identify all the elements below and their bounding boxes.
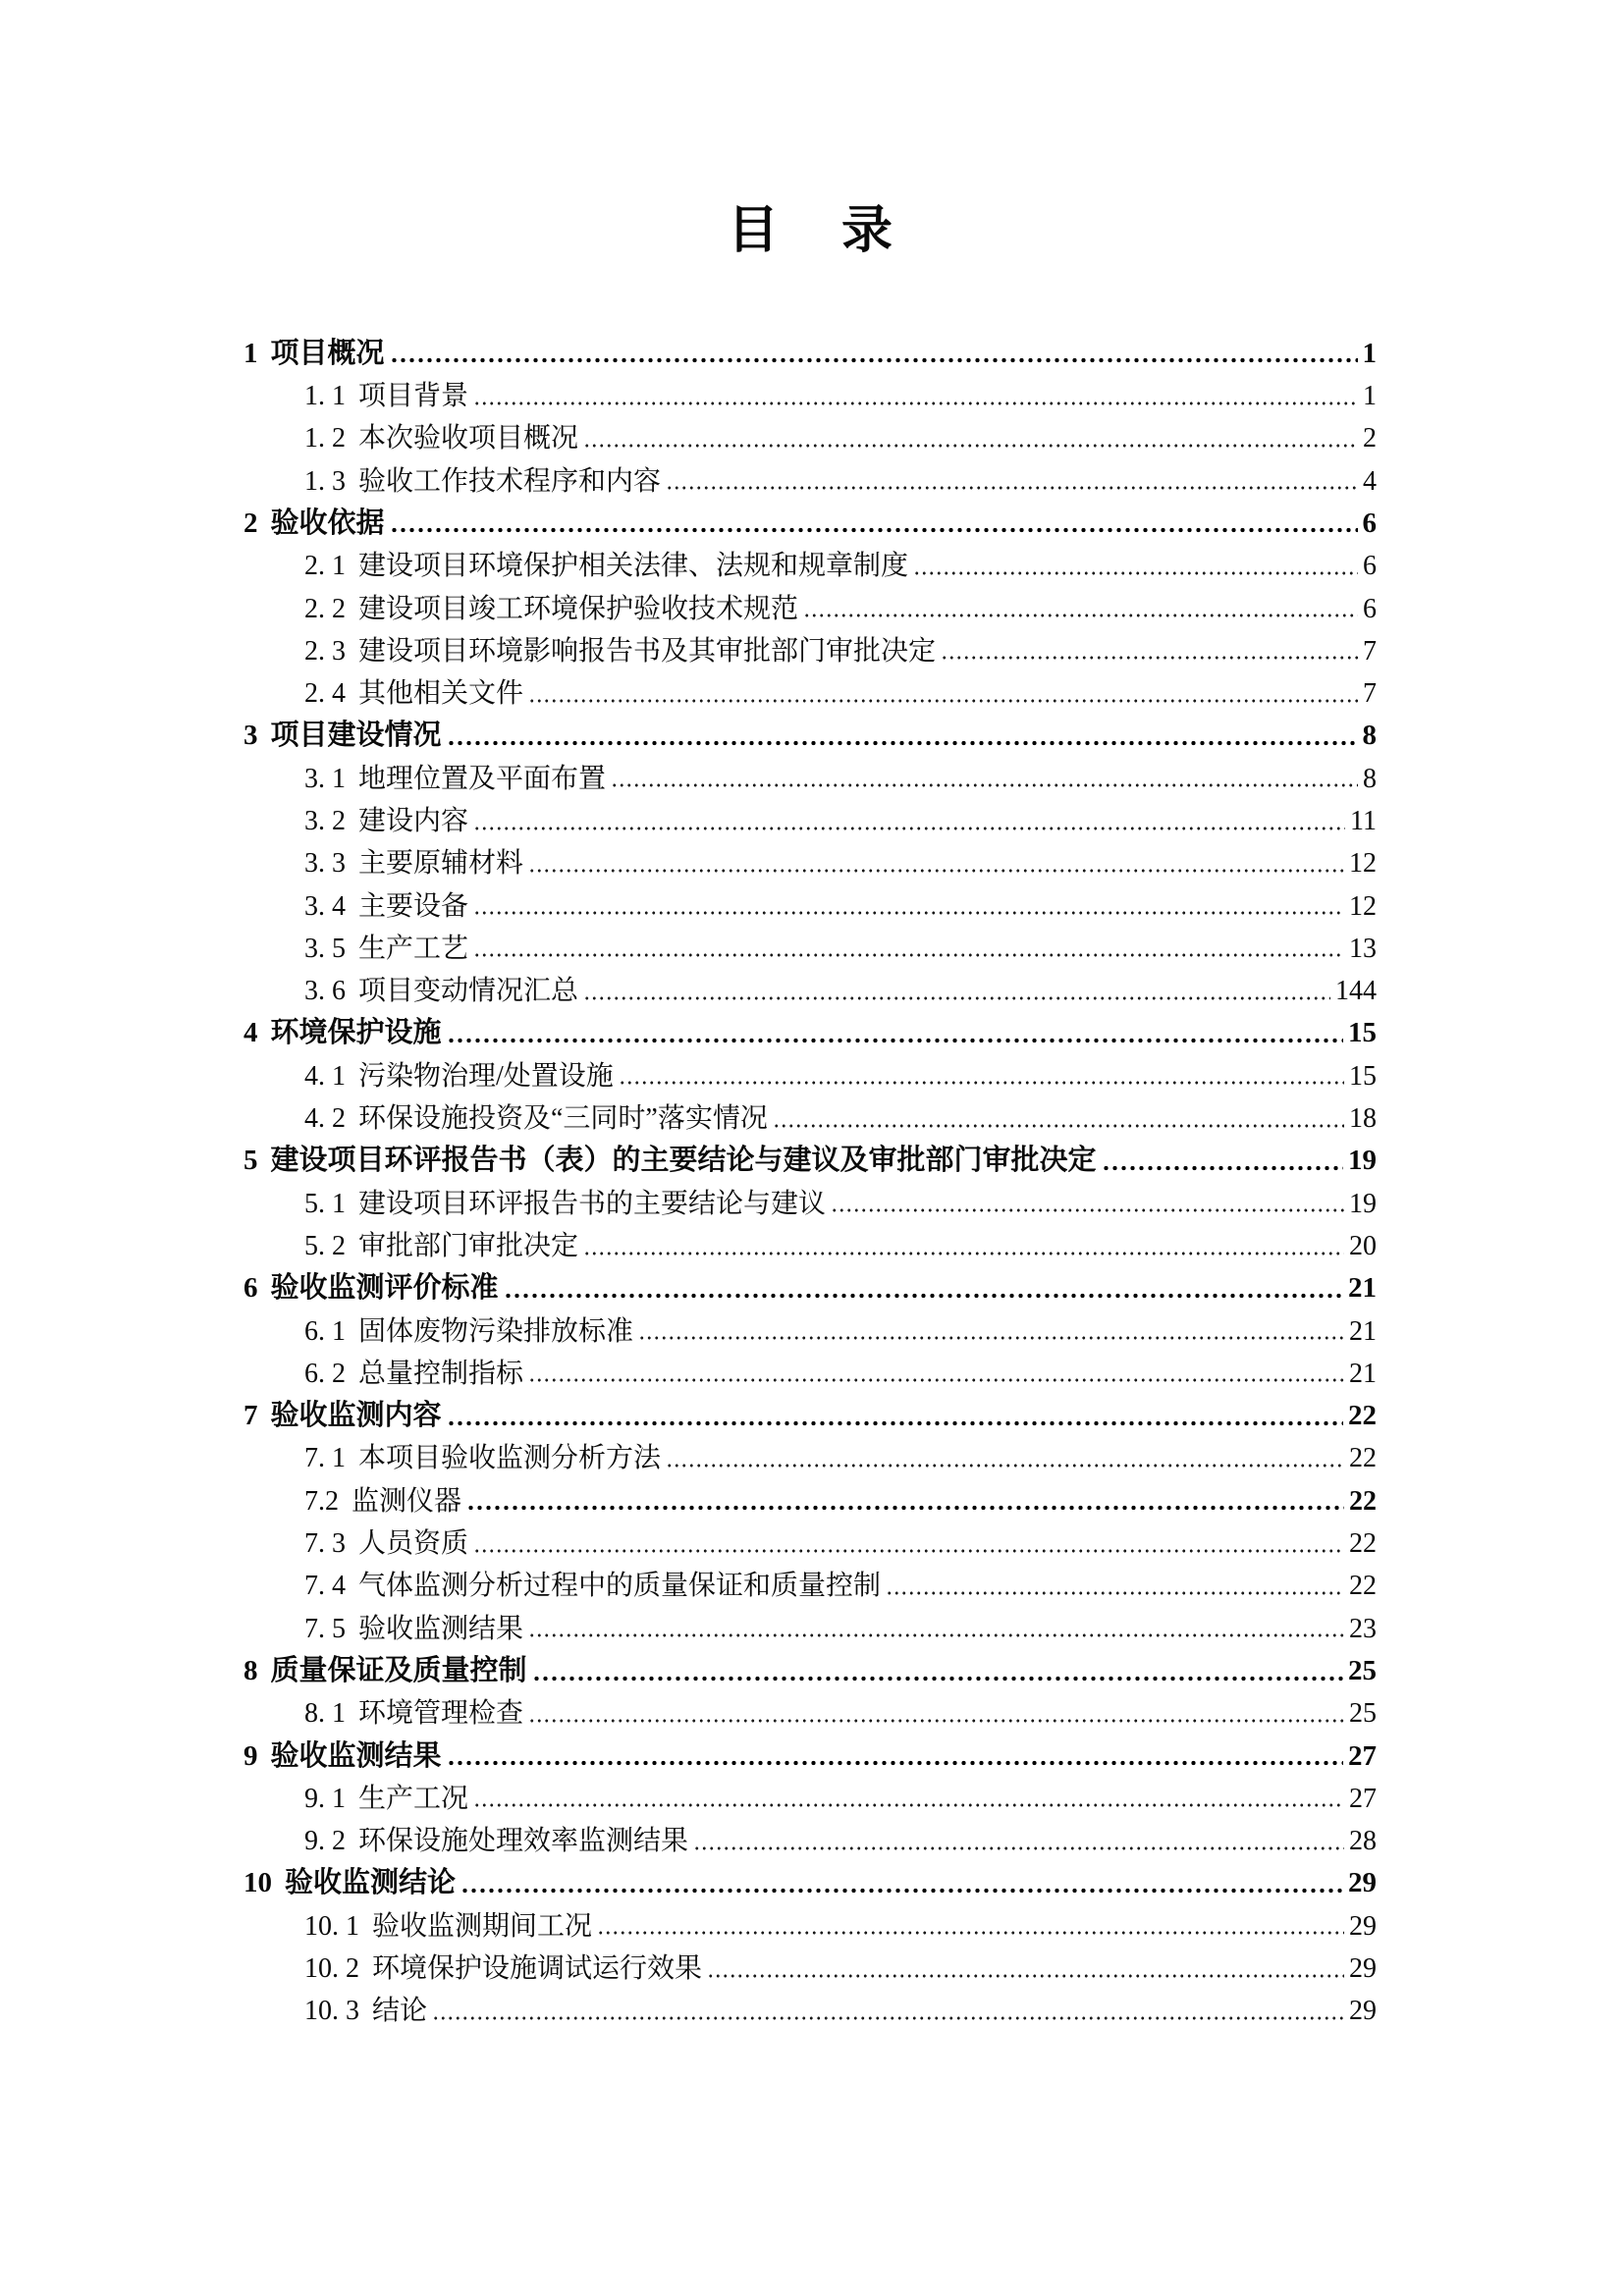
toc-entry-title: 主要设备: [358, 890, 469, 922]
toc-leader-dots: [447, 1035, 1343, 1046]
toc-leader-dots: [473, 398, 1358, 409]
title-char-right: 录: [841, 203, 893, 259]
toc-entry-title: 环境管理检查: [358, 1698, 524, 1730]
toc-entry-page: 2: [1363, 423, 1377, 454]
toc-entry[interactable]: [244, 709, 1377, 751]
toc-entry-title: 环保设施处理效率监测结果: [358, 1826, 689, 1857]
toc-entry-number: 2. 1: [304, 551, 346, 582]
toc-entry-number: 6: [244, 1272, 258, 1305]
toc-leader-dots: [886, 1587, 1344, 1599]
toc-entry-page: 4: [1363, 465, 1377, 497]
toc-entry-number: 7. 5: [304, 1613, 346, 1644]
toc-entry[interactable]: [244, 1388, 1377, 1430]
toc-entry-page: 22: [1349, 1571, 1377, 1602]
toc-entry-title: 验收监测评价标准: [270, 1272, 499, 1305]
toc-entry-number: 9. 1: [304, 1783, 346, 1814]
toc-entry-page: 21: [1348, 1272, 1377, 1305]
toc-entry-title: 主要原辅材料: [358, 848, 524, 880]
toc-entry-page: 29: [1349, 1996, 1377, 2027]
toc-leader-dots: [666, 482, 1358, 494]
toc-leader-dots: [460, 1885, 1343, 1896]
toc-entry-page: 11: [1350, 806, 1377, 837]
toc-entry-number: 1. 1: [304, 381, 346, 412]
toc-entry[interactable]: [244, 1729, 1377, 1771]
toc-entry-number: 2: [244, 507, 258, 539]
toc-entry-title: 环保设施投资及“三同时”落实情况: [358, 1103, 768, 1135]
toc-entry[interactable]: [244, 963, 1377, 1005]
toc-entry-page: 144: [1335, 976, 1377, 1007]
toc-entry-page: 22: [1349, 1485, 1377, 1517]
toc-entry-number: 7. 4: [304, 1571, 346, 1602]
toc-entry-title: 建设项目环境影响报告书及其审批部门审批决定: [358, 635, 937, 667]
toc-entry[interactable]: [244, 751, 1377, 793]
toc-leader-dots: [473, 949, 1344, 961]
toc-entry-title: 结论: [372, 1996, 428, 2027]
toc-entry-page: 15: [1349, 1060, 1377, 1092]
toc-entry-page: 20: [1349, 1230, 1377, 1261]
toc-entry[interactable]: [244, 1856, 1377, 1898]
toc-entry-number: 6. 1: [304, 1315, 346, 1347]
toc-entry-title: 项目概况: [270, 337, 385, 369]
toc-entry-page: 12: [1349, 848, 1377, 880]
toc-leader-dots: [583, 992, 1330, 1004]
toc-entry-number: 9. 2: [304, 1826, 346, 1857]
toc-entry-number: 8: [244, 1654, 258, 1686]
page-title: [244, 203, 1377, 259]
toc-entry-number: 3. 3: [304, 848, 346, 880]
toc-entry[interactable]: [244, 1686, 1377, 1729]
toc-leader-dots: [447, 1417, 1343, 1429]
toc-entry-title: 建设项目竣工环境保护验收技术规范: [358, 593, 799, 624]
toc-entry-number: 7. 1: [304, 1443, 346, 1474]
toc-leader-dots: [390, 354, 1358, 366]
toc-leader-dots: [597, 1927, 1344, 1939]
toc-entry[interactable]: [244, 623, 1377, 666]
toc-entry-number: 7: [244, 1400, 258, 1432]
toc-leader-dots: [528, 1374, 1344, 1386]
toc-list: [244, 326, 1377, 2026]
toc-entry-page: 29: [1348, 1867, 1377, 1899]
toc-leader-dots: [504, 1290, 1343, 1302]
toc-entry[interactable]: [244, 1984, 1377, 2026]
toc-leader-dots: [447, 1757, 1343, 1769]
toc-entry-page: 8: [1363, 763, 1377, 794]
toc-entry-page: 12: [1349, 890, 1377, 922]
toc-entry-page: 22: [1349, 1443, 1377, 1474]
toc-entry[interactable]: [244, 368, 1377, 410]
toc-entry[interactable]: [244, 1771, 1377, 1813]
toc-entry-page: 22: [1349, 1528, 1377, 1560]
toc-leader-dots: [528, 865, 1344, 877]
toc-entry-page: 27: [1349, 1783, 1377, 1814]
toc-entry-number: 2. 4: [304, 678, 346, 710]
toc-entry[interactable]: [244, 1516, 1377, 1558]
toc-entry-page: 15: [1348, 1017, 1377, 1049]
toc-leader-dots: [528, 1629, 1344, 1641]
toc-entry-number: 10. 3: [304, 1996, 359, 2027]
toc-entry-page: 22: [1348, 1400, 1377, 1432]
toc-leader-dots: [619, 1077, 1344, 1089]
toc-entry-number: 3. 1: [304, 763, 346, 794]
toc-entry-title: 环境保护设施: [270, 1017, 442, 1049]
toc-entry[interactable]: [244, 1091, 1377, 1133]
toc-leader-dots: [803, 610, 1358, 621]
toc-entry-page: 1: [1362, 337, 1377, 369]
toc-leader-dots: [941, 652, 1358, 664]
toc-leader-dots: [707, 1970, 1344, 1982]
toc-entry-number: 8. 1: [304, 1698, 346, 1730]
toc-entry-number: 7. 3: [304, 1528, 346, 1560]
toc-entry-page: 18: [1349, 1103, 1377, 1135]
toc-entry-title: 本次验收项目概况: [358, 423, 579, 454]
toc-entry-title: 验收监测内容: [270, 1400, 442, 1432]
toc-entry[interactable]: [244, 1176, 1377, 1218]
toc-leader-dots: [1102, 1162, 1343, 1174]
toc-entry[interactable]: [244, 1304, 1377, 1346]
toc-entry-title: 污染物治理/处置设施: [358, 1060, 614, 1092]
toc-entry-title: 验收监测结果: [358, 1613, 524, 1644]
toc-entry-title: 审批部门审批决定: [358, 1230, 579, 1261]
toc-leader-dots: [447, 737, 1358, 749]
toc-entry-page: 13: [1349, 933, 1377, 964]
toc-entry[interactable]: [244, 1601, 1377, 1643]
toc-leader-dots: [693, 1842, 1344, 1854]
toc-entry-page: 7: [1363, 678, 1377, 710]
toc-entry-page: 28: [1349, 1826, 1377, 1857]
toc-entry-title: 环境保护设施调试运行效果: [372, 1953, 703, 1985]
toc-entry-number: 2. 3: [304, 635, 346, 667]
toc-entry[interactable]: [244, 1048, 1377, 1091]
toc-entry-title: 建设项目环境保护相关法律、法规和规章制度: [358, 551, 909, 582]
toc-entry-number: 7.2: [304, 1485, 339, 1517]
toc-entry-page: 25: [1349, 1698, 1377, 1730]
toc-leader-dots: [583, 440, 1358, 452]
toc-leader-dots: [611, 779, 1358, 791]
toc-entry[interactable]: [244, 496, 1377, 538]
toc-entry-title: 质量保证及质量控制: [270, 1654, 527, 1686]
toc-entry-number: 5. 2: [304, 1230, 346, 1261]
toc-entry-title: 其他相关文件: [358, 678, 524, 710]
toc-entry-title: 人员资质: [358, 1528, 469, 1560]
toc-entry[interactable]: [244, 1134, 1377, 1176]
toc-entry-number: 3: [244, 720, 258, 752]
toc-leader-dots: [390, 524, 1358, 536]
toc-entry-number: 3. 4: [304, 890, 346, 922]
toc-leader-dots: [473, 823, 1345, 834]
toc-entry-page: 8: [1362, 720, 1377, 752]
toc-entry[interactable]: [244, 454, 1377, 496]
toc-entry-title: 建设项目环评报告书（表）的主要结论与建议及审批部门审批决定: [270, 1145, 1097, 1177]
toc-entry-title: 建设内容: [358, 806, 469, 837]
toc-entry-number: 3. 6: [304, 976, 346, 1007]
toc-entry[interactable]: [244, 666, 1377, 708]
toc-entry-number: 2. 2: [304, 593, 346, 624]
toc-entry-title: 地理位置及平面布置: [358, 763, 607, 794]
toc-leader-dots: [528, 1715, 1344, 1727]
toc-entry-title: 验收监测结论: [285, 1867, 457, 1899]
toc-entry-title: 验收依据: [270, 507, 385, 539]
toc-leader-dots: [913, 567, 1358, 579]
toc-entry-number: 1. 3: [304, 465, 346, 497]
toc-entry[interactable]: [244, 1218, 1377, 1260]
toc-entry-page: 7: [1363, 635, 1377, 667]
toc-entry-title: 本项目验收监测分析方法: [358, 1443, 662, 1474]
toc-leader-dots: [466, 1502, 1344, 1514]
toc-entry[interactable]: [244, 581, 1377, 623]
toc-entry[interactable]: [244, 1941, 1377, 1983]
toc-entry-page: 29: [1349, 1910, 1377, 1942]
toc-leader-dots: [473, 907, 1344, 919]
toc-entry-title: 固体废物污染排放标准: [358, 1315, 634, 1347]
toc-entry-number: 4: [244, 1017, 258, 1049]
toc-entry-number: 6. 2: [304, 1358, 346, 1389]
toc-leader-dots: [773, 1120, 1344, 1132]
toc-entry-title: 项目变动情况汇总: [358, 976, 579, 1007]
toc-entry-page: 1: [1363, 381, 1377, 412]
toc-entry-page: 21: [1349, 1358, 1377, 1389]
toc-entry[interactable]: [244, 921, 1377, 963]
toc-entry[interactable]: [244, 326, 1377, 368]
toc-entry[interactable]: [244, 1431, 1377, 1473]
toc-entry-title: 验收监测期间工况: [372, 1910, 593, 1942]
toc-leader-dots: [583, 1248, 1344, 1259]
toc-entry-page: 27: [1348, 1739, 1377, 1772]
toc-entry-number: 1. 2: [304, 423, 346, 454]
toc-entry[interactable]: [244, 836, 1377, 879]
toc-leader-dots: [528, 695, 1358, 707]
toc-entry-page: 25: [1348, 1654, 1377, 1686]
toc-entry-number: 10. 1: [304, 1910, 359, 1942]
toc-entry[interactable]: [244, 1261, 1377, 1304]
toc-entry[interactable]: [244, 538, 1377, 580]
toc-leader-dots: [638, 1332, 1344, 1344]
toc-entry-number: 10. 2: [304, 1953, 359, 1985]
toc-leader-dots: [473, 1545, 1344, 1557]
title-char-left: 目: [727, 203, 779, 259]
toc-leader-dots: [532, 1673, 1343, 1684]
toc-entry-page: 29: [1349, 1953, 1377, 1985]
toc-entry-number: 10: [244, 1867, 272, 1899]
toc-entry-title: 验收工作技术程序和内容: [358, 465, 662, 497]
toc-entry-number: 5: [244, 1145, 258, 1177]
toc-entry-number: 5. 1: [304, 1188, 346, 1219]
toc-entry-page: 19: [1348, 1145, 1377, 1177]
toc-entry[interactable]: [244, 1006, 1377, 1048]
toc-entry-page: 6: [1363, 551, 1377, 582]
toc-entry[interactable]: [244, 879, 1377, 921]
toc-entry-number: 9: [244, 1739, 258, 1772]
toc-entry-number: 4. 2: [304, 1103, 346, 1135]
toc-entry-title: 生产工况: [358, 1783, 469, 1814]
toc-entry[interactable]: [244, 1473, 1377, 1516]
toc-entry[interactable]: [244, 1559, 1377, 1601]
toc-entry[interactable]: [244, 793, 1377, 835]
toc-entry-page: 19: [1349, 1188, 1377, 1219]
toc-leader-dots: [473, 1799, 1344, 1811]
toc-entry-title: 验收监测结果: [270, 1739, 442, 1772]
toc-entry-page: 6: [1363, 593, 1377, 624]
toc-entry-title: 建设项目环评报告书的主要结论与建议: [358, 1188, 827, 1219]
toc-entry-title: 总量控制指标: [358, 1358, 524, 1389]
toc-entry-page: 6: [1362, 507, 1377, 539]
toc-entry-number: 1: [244, 337, 258, 369]
toc-leader-dots: [831, 1204, 1344, 1216]
toc-entry[interactable]: [244, 1643, 1377, 1685]
toc-entry-page: 21: [1349, 1315, 1377, 1347]
toc-entry[interactable]: [244, 411, 1377, 454]
toc-entry-number: 3. 5: [304, 933, 346, 964]
toc-entry-number: 4. 1: [304, 1060, 346, 1092]
toc-leader-dots: [432, 2012, 1344, 2024]
toc-entry-title: 项目背景: [358, 381, 469, 412]
toc-entry-number: 3. 2: [304, 806, 346, 837]
toc-entry[interactable]: [244, 1346, 1377, 1388]
toc-entry-page: 23: [1349, 1613, 1377, 1644]
toc-entry-title: 项目建设情况: [270, 720, 442, 752]
toc-entry[interactable]: [244, 1898, 1377, 1941]
toc-leader-dots: [666, 1460, 1344, 1471]
toc-entry-title: 监测仪器: [352, 1485, 462, 1517]
toc-entry[interactable]: [244, 1813, 1377, 1855]
toc-entry-title: 生产工艺: [358, 933, 469, 964]
toc-entry-title: 气体监测分析过程中的质量保证和质量控制: [358, 1571, 882, 1602]
